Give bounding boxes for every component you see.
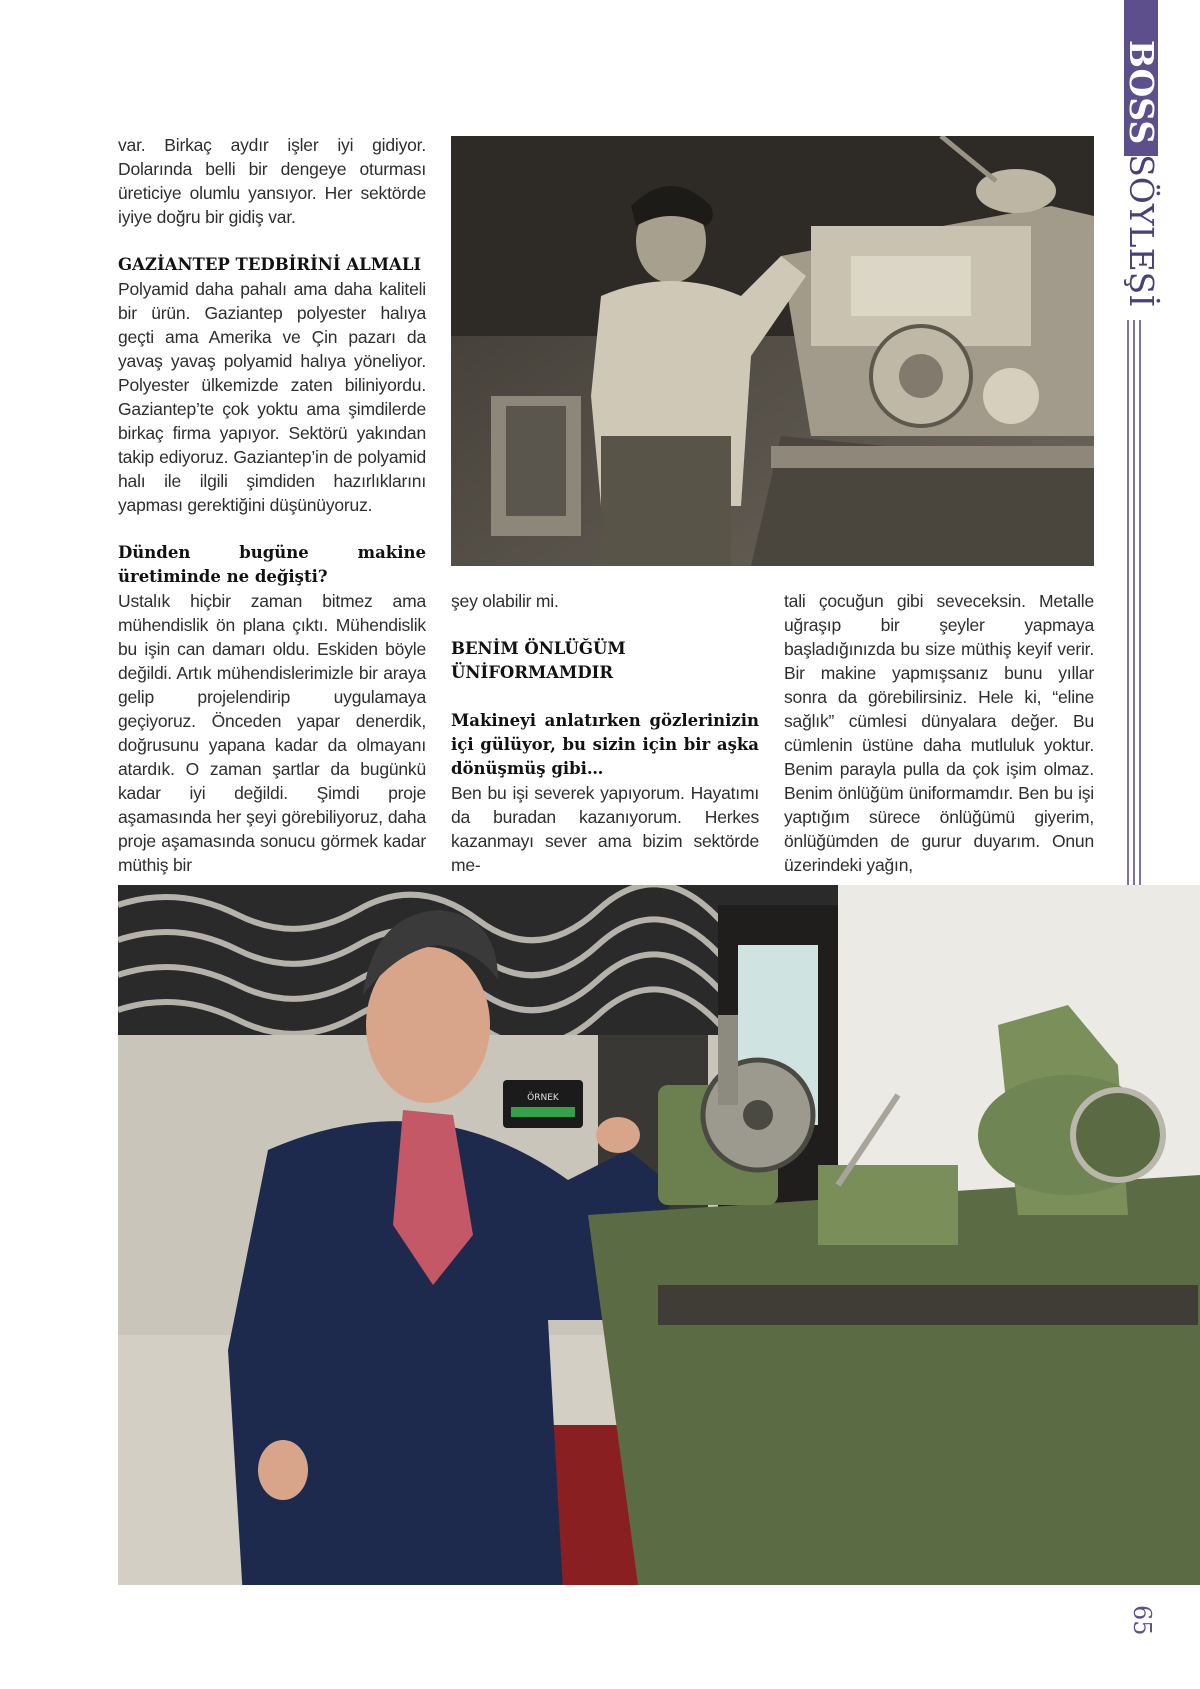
- body-paragraph: Polyamid daha pahalı ama daha kaliteli bir ürün. Gaziantep polyester halıya geçti ama Amerika ve Çin pazarı da yavaş yavaş polyamid halıya yöneliyor. Polyester ülkemizde zaten biliniyordu. Gaziantep’te çok yoktu ama şimdilerde birkaç firma yapıyor. Sektörü yakından takip ediyoruz. Gaziantep’in de polyamid halı ile ilgili şimdiden hazırlıklarını yapması gerektiğini düşünüyoruz.: [118, 279, 426, 515]
- interview-question: Dünden bugüne makine üretiminde ne değişti?: [118, 543, 426, 586]
- body-paragraph: tali çocuğun gibi seveceksin. Metalle uğraşıp bir şeyler yapmaya başladığınızda bu size müthiş keyif verir. Bir makine yapmışsanız bunu yıllar sonra da görebilirsiniz. Hele ki, “eline sağlık” cümlesi dünyalara değer. Bu cümlenin üstüne daha mutluluk yoktur. Benim parayla pulla da çok işim olmaz. Benim önlüğüm üniformamdır. Ben bu işi yaptığım sürece önlüğümü giyerim, önlüğümden de gurur duyarım. Onun üzerindeki yağın,: [784, 591, 1094, 875]
- section-label: [1122, 40, 1161, 320]
- body-paragraph: Ustalık hiçbir zaman bitmez ama mühendislik ön plana çıktı. Mühendislik bu işin can damarı oldu. Eskiden böyle değildi. Artık mühendislerimizle bir araya gelip projelendirip uygulamaya geçiyoruz. Önceden yapar denerdik, doğrusunu yapana kadar da olmayanı atardık. O zaman şartlar da bugünkü kadar iyi değildi. Şimdi proje aşamasında her şeyi görebiliyoruz, daha proje aşamasında sonucu görmek kadar müthiş bir: [118, 591, 426, 875]
- brand-name: BOSS: [1122, 40, 1161, 145]
- section-heading: GAZİANTEP TEDBİRİNİ ALMALI: [118, 255, 422, 274]
- body-paragraph: Ben bu işi severek yapıyorum. Hayatımı da buradan kazanıyorum. Herkes kazanmayı sever ama bizim sektörde me-: [451, 783, 759, 875]
- section-heading: BENİM ÖNLÜĞÜM ÜNİFORMAMDIR: [451, 639, 626, 682]
- svg-text:ÖRNEK: ÖRNEK: [527, 1093, 559, 1103]
- intro-paragraph: var. Birkaç aydır işler iyi gidiyor. Dolarında belli bir dengeye oturması üreticiye olumlu yansıyor. Her sektörde iyiye doğru bir gidiş var.: [118, 135, 426, 227]
- man-with-lathe-photo: [118, 885, 1200, 1585]
- body-paragraph: şey olabilir mi.: [451, 591, 559, 611]
- interview-question: Makineyi anlatırken gözlerinizin içi gülüyor, bu sizin için bir aşka dönüşmüş gibi…: [451, 711, 759, 778]
- page-number: 65: [1128, 1605, 1156, 1636]
- section-name: SÖYLEŞİ: [1122, 154, 1161, 308]
- vintage-workshop-photo: [451, 136, 1094, 566]
